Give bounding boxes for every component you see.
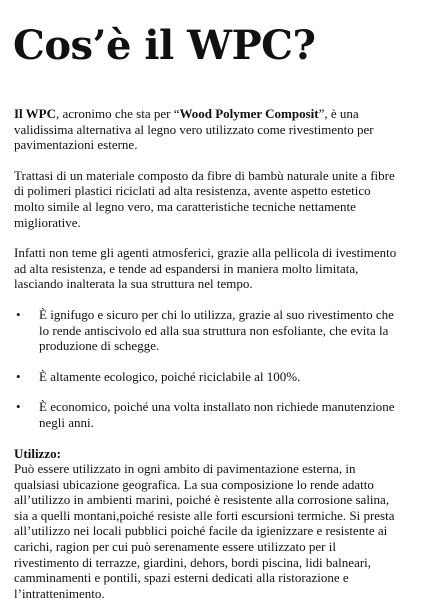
intro-before-quote: , acronimo che sta per “ bbox=[56, 106, 180, 121]
usage-heading: Utilizzo: bbox=[14, 445, 61, 461]
list-item bbox=[14, 399, 402, 430]
bullet-icon: • bbox=[16, 368, 21, 384]
intro-brand: Il WPC bbox=[14, 106, 57, 121]
spacer bbox=[14, 292, 402, 307]
page-title: Cos’è il WPC? bbox=[13, 22, 316, 69]
list-item-text: È ignifugo e sicuro per chi lo utilizza, grazie al suo rivestimento che lo rende antiscivolo ed alla sua struttura non esfoliante, che evita la produzione di schegge. bbox=[39, 306, 394, 354]
spacer bbox=[14, 153, 402, 168]
list-item-text: È economico, poiché una volta installato non richiede manutenzione negli anni. bbox=[39, 399, 395, 430]
list-item bbox=[14, 369, 402, 385]
document-body bbox=[14, 106, 402, 601]
spacer bbox=[14, 230, 402, 245]
usage-paragraph: Può essere utilizzato in ogni ambito di pavimentazione esterna, in qualsiasi ubicazione geografica. La sua composizione lo rende adatto all’utilizzo in ambienti marini, poiché è resistente alla corrosione salina, sia a quelli montani,poiché resiste alle forti escursioni termiche. Si presta all’utilizzo nei locali pubblici poiché facile da igienizzare e resistente ai carichi, ragion per cui può serenamente essere utilizzato per il rivestimento di terrazze, giardini, dehors, bordi piscina, lidi balneari, camminamenti e pontili, spazi esterni dedicati alla ristorazione e l’intrattenimento. bbox=[14, 461, 395, 601]
bullet-icon: • bbox=[16, 306, 21, 322]
bullet-icon: • bbox=[16, 399, 21, 415]
intro-paragraph bbox=[14, 106, 402, 153]
spacer bbox=[14, 384, 402, 399]
spacer bbox=[14, 431, 402, 446]
intro-quote: Wood Polymer Composit bbox=[179, 106, 319, 121]
paragraph-weather: Infatti non teme gli agenti atmosferici, grazie alla pellicola di ivestimento ad alta resistenza, e tende ad espandersi in maniera molto limitata, lasciando inalterata la sua struttura nel tempo. bbox=[14, 245, 397, 292]
list-item-text: È altamente ecologico, poiché riciclabile al 100%. bbox=[39, 368, 301, 384]
spacer bbox=[14, 354, 402, 369]
features-list bbox=[14, 307, 402, 431]
intro-after-quote: ”, è una validissima alternativa al legno vero utilizzato come rivestimento per pavimentazioni esterne. bbox=[14, 106, 374, 153]
list-item bbox=[14, 307, 402, 354]
paragraph-material: Trattasi di un materiale composto da fibre di bambù naturale unite a fibre di polimeri plastici riciclati ad alta resistenza, avente aspetto estetico molto simile al legno vero, ma caratteristiche tecniche nettamente migliorative. bbox=[14, 167, 395, 230]
